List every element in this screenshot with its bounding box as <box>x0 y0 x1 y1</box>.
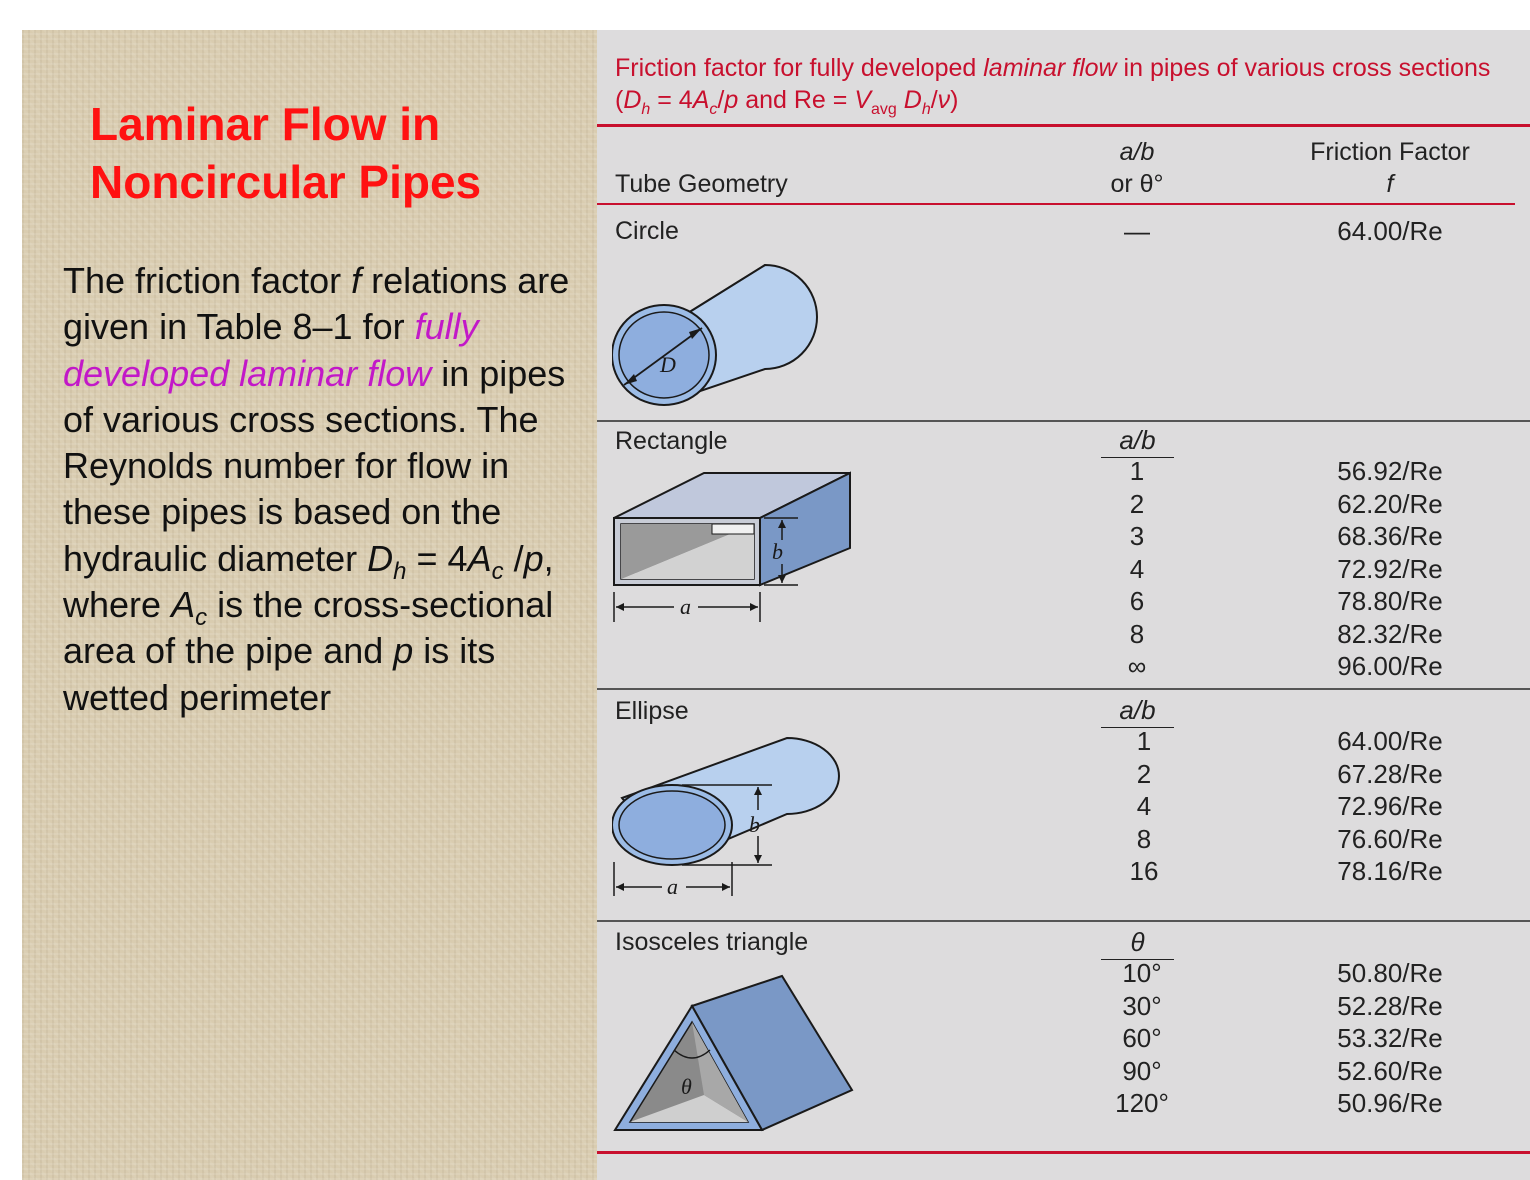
para-highlight: fully developed laminar flow <box>63 306 479 394</box>
title-line-2: Noncircular Pipes <box>90 156 482 208</box>
ratio-value: 90° <box>1122 1055 1162 1086</box>
para-var-D: D <box>367 537 394 579</box>
description-paragraph <box>63 258 593 721</box>
ratio-value: 60° <box>1122 1023 1162 1053</box>
caption-sub: avg <box>871 101 897 118</box>
caption-sub: h <box>641 101 651 118</box>
triangle-duct-figure <box>612 970 862 1140</box>
factors-ellipse <box>1330 725 1450 888</box>
caption-var: D <box>903 86 922 114</box>
para-text: is its wetted perimeter <box>63 630 496 718</box>
fig-label-D: D <box>660 352 676 377</box>
ratio-value: — <box>1124 216 1150 246</box>
para-text: / <box>503 537 524 579</box>
para-var-A: A <box>171 584 196 626</box>
col-label-text: θ <box>1101 926 1174 960</box>
row-name-rectangle: Rectangle <box>615 427 728 455</box>
table-caption <box>615 52 1515 116</box>
ratio-value: 8 <box>1129 618 1145 649</box>
friction-factor-table <box>597 30 1530 1180</box>
para-var-f: f <box>351 260 362 301</box>
para-text: , where <box>63 537 554 626</box>
factor-value: 78.80/Re <box>1337 586 1443 616</box>
factor-value: 64.00/Re <box>1337 726 1443 756</box>
ratios-circle <box>1107 215 1167 248</box>
para-text: relations are given in Table 8–1 for <box>63 260 570 348</box>
para-var-p: p <box>393 630 414 672</box>
ratio-value: 3 <box>1129 521 1145 551</box>
ratio-value: 2 <box>1136 758 1152 789</box>
caption-text: in pipes of various cross sections ( <box>615 54 1491 114</box>
caption-text <box>897 86 904 114</box>
row-divider <box>597 920 1530 922</box>
header-ratio <box>1087 136 1187 200</box>
header-ratio-line1: a/b <box>1119 138 1155 166</box>
bottom-rule <box>597 1151 1530 1154</box>
ratio-value: 2 <box>1129 488 1145 519</box>
factors-circle <box>1330 215 1450 248</box>
factor-value: 62.20/Re <box>1337 488 1443 519</box>
factor-value: 64.00/Re <box>1337 216 1443 246</box>
factor-value: 50.80/Re <box>1337 958 1443 988</box>
factor-value: 72.96/Re <box>1337 791 1443 821</box>
slide-title <box>90 95 481 211</box>
ratios-ellipse <box>1114 725 1174 888</box>
factor-value: 96.00/Re <box>1337 651 1443 681</box>
caption-sub: h <box>921 101 931 118</box>
col-label-triangle <box>1100 926 1175 960</box>
para-text: is the cross-sectional area of the pipe and <box>63 584 554 672</box>
ratio-value: 16 <box>1129 856 1159 886</box>
ratio-value: 1 <box>1136 726 1152 756</box>
factors-rectangle <box>1330 455 1450 683</box>
title-line-1: Laminar Flow in <box>90 98 441 150</box>
header-rule <box>597 203 1515 205</box>
ratio-value: 10° <box>1122 958 1162 988</box>
col-label-text: a/b <box>1101 694 1174 728</box>
para-sub-c: c <box>491 557 504 585</box>
fig-label-a: a <box>680 594 691 619</box>
ratio-value: 30° <box>1122 990 1162 1021</box>
caption-var: A <box>692 86 710 114</box>
caption-sub: c <box>709 101 718 118</box>
para-sub-h: h <box>393 557 407 585</box>
para-text: The friction factor <box>63 260 352 301</box>
ratio-value: 1 <box>1129 456 1145 486</box>
factor-value: 76.60/Re <box>1337 823 1443 854</box>
caption-text: ) <box>950 86 959 114</box>
para-var-A: A <box>467 537 492 579</box>
para-text: = 4 <box>406 537 468 579</box>
factors-triangle <box>1330 957 1450 1120</box>
caption-text: = 4 <box>650 86 693 114</box>
caption-var: p <box>724 86 739 114</box>
header-friction-line2: f <box>1386 170 1394 198</box>
ratios-triangle <box>1102 957 1182 1120</box>
header-friction <box>1290 136 1490 200</box>
caption-italic: laminar flow <box>983 54 1117 82</box>
row-name-circle: Circle <box>615 217 679 245</box>
para-sub-c: c <box>195 604 208 632</box>
caption-text: / <box>930 86 938 114</box>
ratio-value: 6 <box>1129 586 1145 616</box>
caption-text: / <box>717 86 725 114</box>
ratios-rectangle <box>1107 455 1167 683</box>
col-label-ellipse <box>1100 694 1175 728</box>
header-friction-line1: Friction Factor <box>1310 138 1470 166</box>
row-divider <box>597 688 1530 690</box>
ratio-value: 4 <box>1129 553 1145 584</box>
caption-text: and Re = <box>738 86 855 114</box>
fig-label-a: a <box>667 874 678 899</box>
para-text: in pipes of various cross sections. The Reynolds number for flow in these pipes is based on the hydraulic diameter <box>63 352 566 579</box>
fig-label-theta: θ <box>681 1074 692 1099</box>
caption-rule <box>597 124 1530 127</box>
fig-label-b: b <box>772 539 783 564</box>
col-label-text: a/b <box>1101 424 1174 458</box>
factor-value: 67.28/Re <box>1337 758 1443 789</box>
ratio-value: 8 <box>1136 823 1152 854</box>
factor-value: 50.96/Re <box>1337 1088 1443 1118</box>
factor-value: 56.92/Re <box>1337 456 1443 486</box>
header-tube-geometry: Tube Geometry <box>615 170 788 198</box>
para-var-p: p <box>523 537 544 579</box>
col-label-rectangle <box>1100 424 1175 458</box>
factor-value: 52.28/Re <box>1337 990 1443 1021</box>
factor-value: 53.32/Re <box>1337 1023 1443 1053</box>
header-ratio-line2: or θ° <box>1110 170 1164 198</box>
row-name-ellipse: Ellipse <box>615 697 689 725</box>
ratio-value: 4 <box>1136 791 1152 821</box>
ratio-value: 120° <box>1115 1088 1169 1118</box>
row-divider <box>597 420 1530 422</box>
caption-var: ν <box>937 86 951 114</box>
row-name-triangle: Isosceles triangle <box>615 928 809 956</box>
rectangle-duct-figure <box>612 468 862 628</box>
ellipse-pipe-figure <box>612 730 852 900</box>
factor-value: 72.92/Re <box>1337 553 1443 584</box>
fig-label-b: b <box>749 812 760 837</box>
factor-value: 68.36/Re <box>1337 521 1443 551</box>
caption-var: V <box>854 86 871 114</box>
caption-text: Friction factor for fully developed <box>615 54 984 82</box>
circle-pipe-figure <box>612 250 827 410</box>
factor-value: 78.16/Re <box>1337 856 1443 886</box>
caption-var: D <box>623 86 642 114</box>
ratio-value: ∞ <box>1127 651 1147 681</box>
factor-value: 52.60/Re <box>1337 1055 1443 1086</box>
factor-value: 82.32/Re <box>1337 618 1443 649</box>
